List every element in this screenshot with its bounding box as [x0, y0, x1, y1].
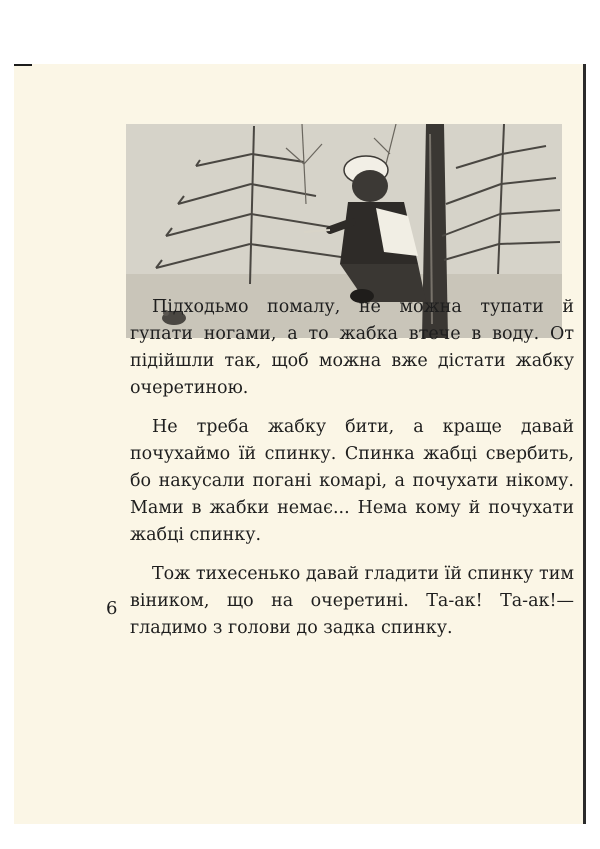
page-corner-mark	[14, 64, 32, 66]
page-edge	[583, 64, 586, 824]
paragraph-3: Тож тихесенько давай гладити їй спинку тим віником, що на очеретині. Та-ак! Та-ак!— гладимо з голови до задка спинку.	[130, 564, 574, 638]
story-text	[130, 294, 574, 654]
page-number: 6	[106, 598, 118, 619]
paragraph-1: Підходьмо помалу, не можна тупати й гупати ногами, а то жабка втече в воду. От підійшли так, щоб можна вже дістати жабку очеретиною.	[130, 297, 574, 398]
paragraph-2: Не треба жабку бити, а краще давай почухаймо їй спинку. Спинка жабці свербить, бо накусали погані комарі, а почухати нікому. Мами в жабки немає... Нема кому й почухати жабці спинку.	[130, 417, 574, 545]
